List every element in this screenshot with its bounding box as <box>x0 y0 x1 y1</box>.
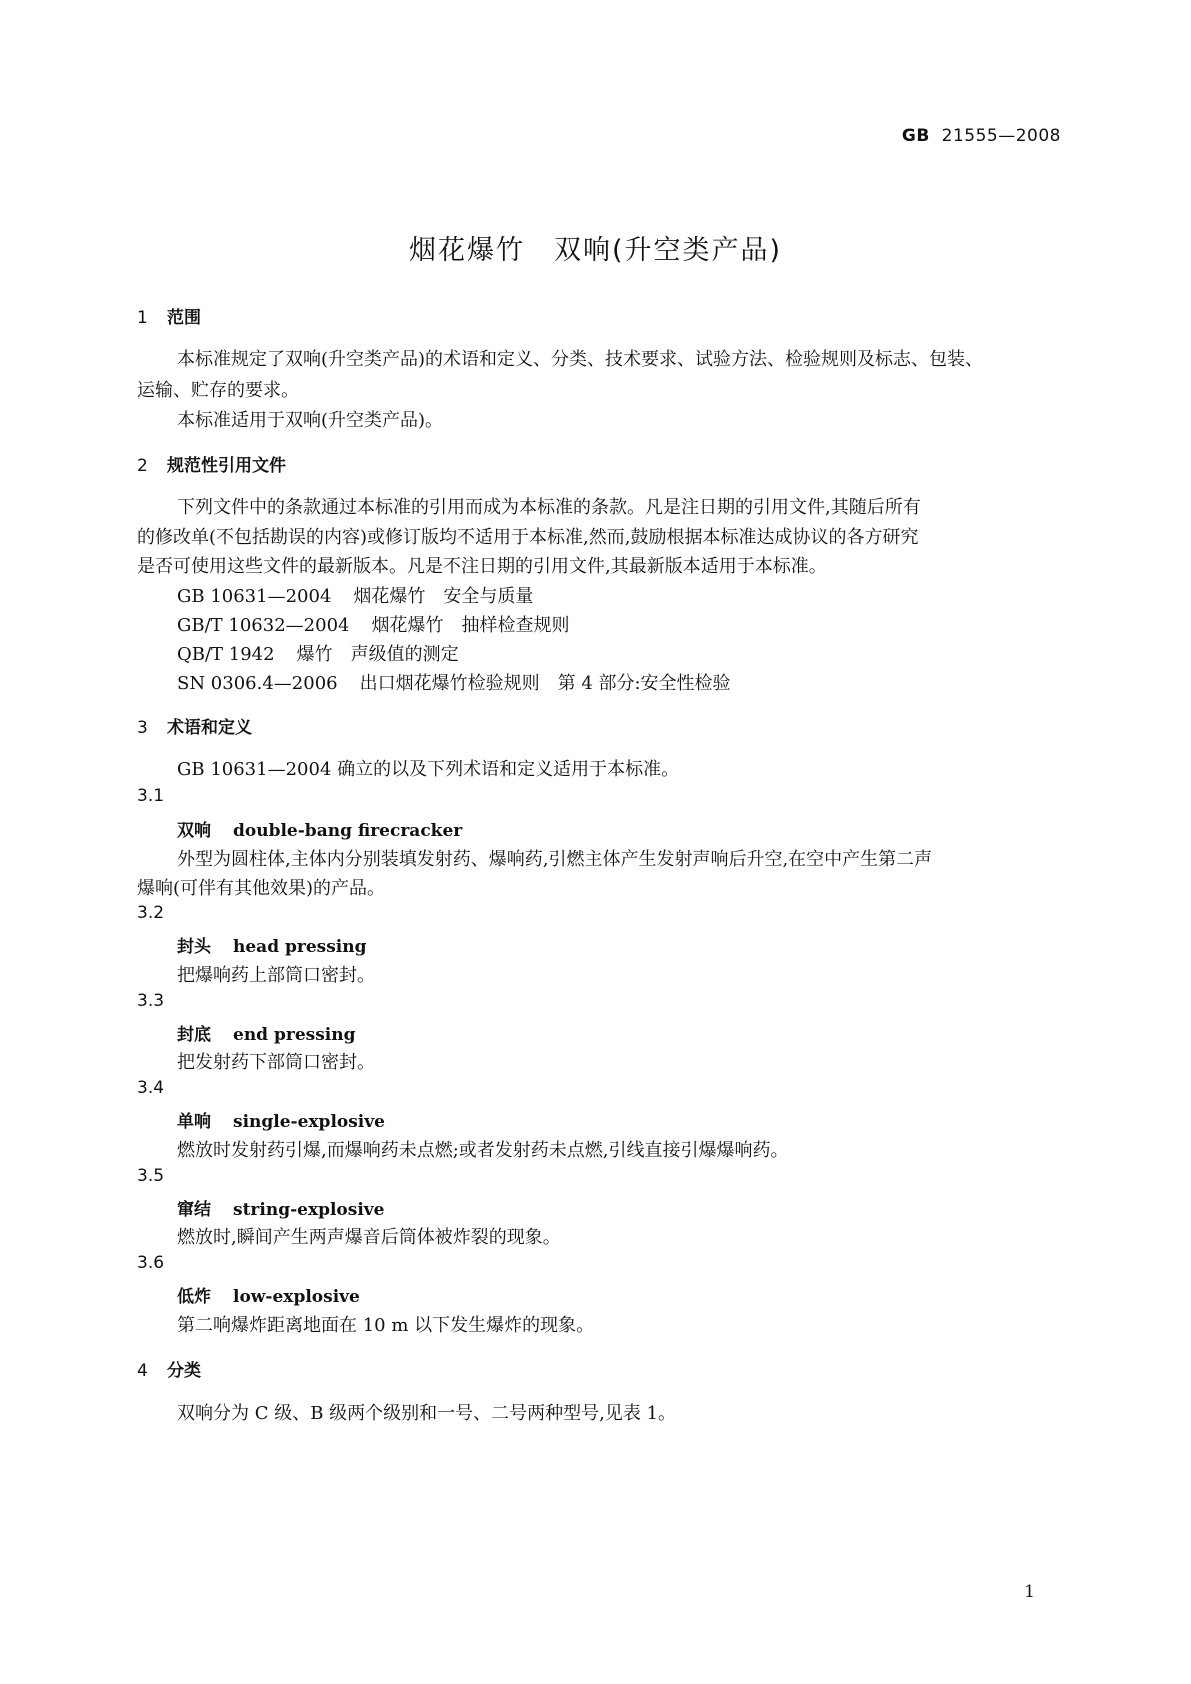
term-heading <box>177 1020 356 1045</box>
term-en: end pressing <box>233 1025 356 1045</box>
term-heading <box>177 816 462 841</box>
term-heading <box>177 1282 360 1307</box>
reference-item <box>177 611 591 637</box>
reference-title: 出口烟花爆竹检验规则 第 4 部分:安全性检验 <box>359 673 731 694</box>
clause-number: 3.3 <box>137 991 165 1011</box>
term-definition: 把爆响药上部筒口密封。 <box>177 965 375 986</box>
section-number: 4 <box>137 1361 148 1381</box>
term-zh: 封底 <box>177 1025 211 1045</box>
reference-item <box>177 669 753 695</box>
term-heading <box>177 1107 385 1132</box>
term-zh: 双响 <box>177 821 211 841</box>
page-number: 1 <box>1024 1582 1035 1602</box>
section-number: 2 <box>137 456 148 476</box>
reference-item <box>177 640 481 666</box>
term-zh: 封头 <box>177 937 211 957</box>
clause-number: 3.5 <box>137 1166 165 1186</box>
reference-code: QB/T 1942 <box>177 644 275 665</box>
term-en: double-bang firecracker <box>233 821 463 841</box>
paragraph-line: GB 10631—2004 确立的以及下列术语和定义适用于本标准。 <box>177 759 680 780</box>
section-2-heading <box>137 451 286 476</box>
reference-item <box>177 582 555 608</box>
term-en: low-explosive <box>233 1287 360 1307</box>
term-zh: 窜结 <box>177 1200 211 1220</box>
section-title: 规范性引用文件 <box>167 456 286 476</box>
reference-code: GB 10631—2004 <box>177 586 332 607</box>
clause-number: 3.4 <box>137 1078 165 1098</box>
section-4-heading <box>137 1356 201 1381</box>
term-heading <box>177 932 367 957</box>
section-title: 术语和定义 <box>167 718 252 738</box>
section-title: 分类 <box>167 1361 201 1381</box>
term-en: single-explosive <box>233 1112 385 1132</box>
term-definition: 把发射药下部筒口密封。 <box>177 1052 375 1073</box>
reference-title: 烟花爆竹 安全与质量 <box>353 586 534 607</box>
term-definition: 第二响爆炸距离地面在 10 m 以下发生爆炸的现象。 <box>177 1315 595 1336</box>
paragraph-line: 本标准适用于双响(升空类产品)。 <box>177 410 444 431</box>
term-en: string-explosive <box>233 1200 385 1220</box>
document-title: 烟花爆竹 双响(升空类产品) <box>408 235 783 266</box>
paragraph-line: 下列文件中的条款通过本标准的引用而成为本标准的条款。凡是注日期的引用文件,其随后所有 <box>177 497 921 518</box>
term-zh: 单响 <box>177 1112 211 1132</box>
clause-number: 3.6 <box>137 1253 165 1273</box>
standard-code <box>902 126 1061 146</box>
term-heading <box>177 1195 385 1220</box>
term-definition: 燃放时发射药引爆,而爆响药未点燃;或者发射药未点燃,引线直接引爆爆响药。 <box>177 1140 789 1161</box>
section-number: 1 <box>137 308 148 328</box>
reference-title: 烟花爆竹 抽样检查规则 <box>371 615 570 636</box>
paragraph-line: 是否可使用这些文件的最新版本。凡是不注日期的引用文件,其最新版本适用于本标准。 <box>137 556 827 577</box>
reference-code: SN 0306.4—2006 <box>177 673 338 694</box>
standard-code-number: 21555—2008 <box>941 126 1061 146</box>
paragraph-line: 双响分为 C 级、B 级两个级别和一号、二号两种型号,见表 1。 <box>177 1403 677 1424</box>
reference-title: 爆竹 声级值的测定 <box>296 644 459 665</box>
term-definition: 爆响(可伴有其他效果)的产品。 <box>137 878 386 899</box>
term-en: head pressing <box>233 937 367 957</box>
paragraph-line: 本标准规定了双响(升空类产品)的术语和定义、分类、技术要求、试验方法、检验规则及标志、包装、 <box>177 349 984 370</box>
paragraph-line: 运输、贮存的要求。 <box>137 380 299 401</box>
standard-code-prefix: GB <box>901 126 930 146</box>
section-1-heading <box>137 303 201 328</box>
reference-code: GB/T 10632—2004 <box>177 615 350 636</box>
term-zh: 低炸 <box>177 1287 211 1307</box>
section-number: 3 <box>137 718 148 738</box>
clause-number: 3.1 <box>137 786 165 806</box>
section-title: 范围 <box>167 308 201 328</box>
term-definition: 燃放时,瞬间产生两声爆音后筒体被炸裂的现象。 <box>177 1227 561 1248</box>
section-3-heading <box>137 713 252 738</box>
paragraph-line: 的修改单(不包括勘误的内容)或修订版均不适用于本标准,然而,鼓励根据本标准达成协议的各方研究 <box>137 527 919 548</box>
term-definition: 外型为圆柱体,主体内分别装填发射药、爆响药,引燃主体产生发射声响后升空,在空中产生第二声 <box>177 849 933 870</box>
clause-number: 3.2 <box>137 903 165 923</box>
